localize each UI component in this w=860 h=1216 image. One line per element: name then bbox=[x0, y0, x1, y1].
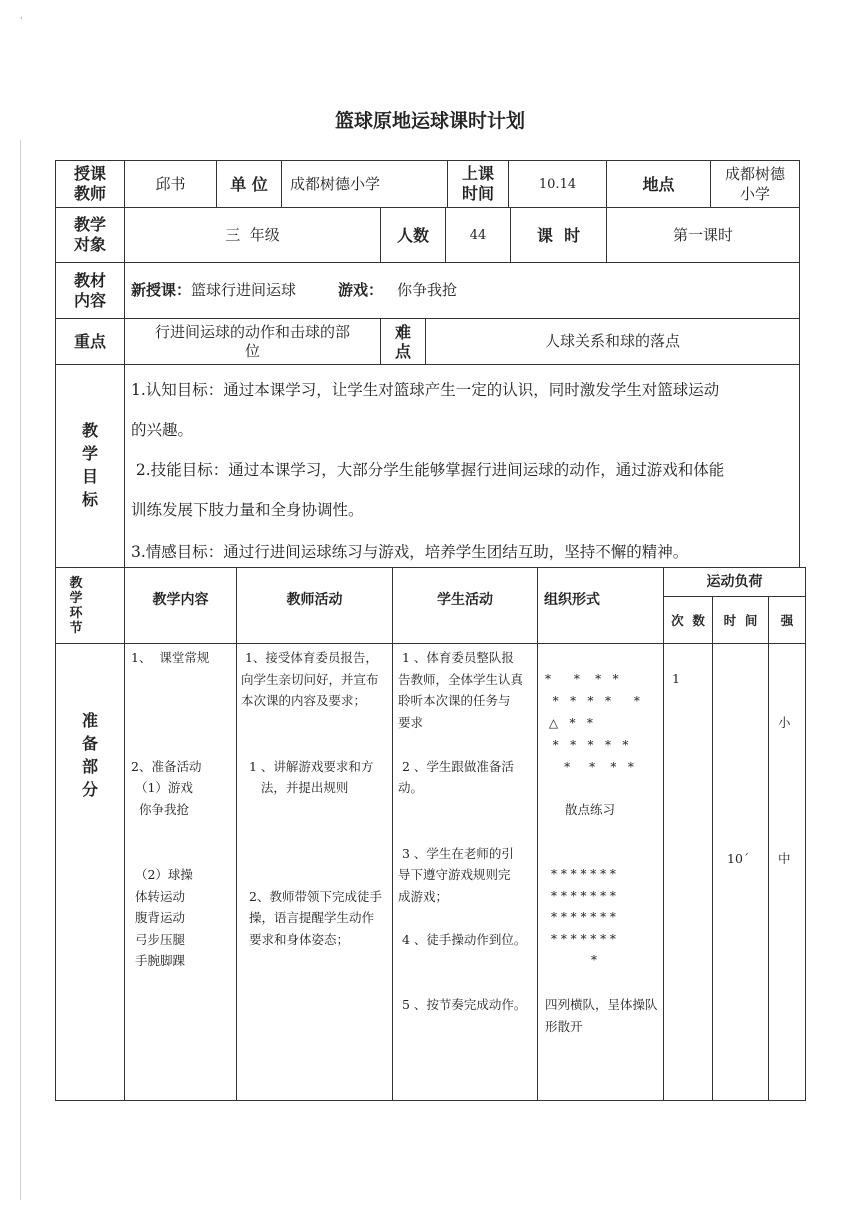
formation-row: * * * * * * * bbox=[551, 867, 616, 881]
place-value: 成都树德 小学 bbox=[724, 165, 785, 203]
student-line: 聆听本次课的任务与 bbox=[398, 693, 511, 708]
col-content-header: 教学内容 bbox=[152, 592, 209, 608]
col-stage-header: 教 学 环 节 bbox=[69, 575, 83, 636]
teacher-line: 法，并提出规则 bbox=[241, 780, 349, 795]
formation-row: * bbox=[591, 953, 597, 967]
teacher-line: 操，语言提醒学生动作 bbox=[249, 910, 375, 925]
load-duration: 10´ bbox=[727, 851, 750, 866]
goal-line-2: 的兴趣。 bbox=[131, 421, 194, 439]
student-line: 4 、徒手操动作到位。 bbox=[398, 932, 527, 947]
page-title: 篮球原地运球课时计划 bbox=[334, 110, 525, 132]
content-item: 1、 课堂常规 bbox=[131, 650, 210, 665]
content-item: 2、准备活动 bbox=[131, 759, 202, 774]
formation-label-lines: 四列横队，呈体操队 形散开 bbox=[545, 997, 658, 1034]
col-student-header: 学生活动 bbox=[437, 592, 493, 608]
load-intensity-mid: 中 bbox=[778, 851, 791, 866]
student-line: 动。 bbox=[398, 780, 424, 795]
student-line: 1 、体育委员整队报 bbox=[398, 650, 514, 665]
student-line: 告教师，全体学生认真 bbox=[398, 672, 524, 687]
key-label: 重点 bbox=[73, 332, 106, 351]
material-content bbox=[131, 263, 791, 318]
formation-row: * * * * * * * bbox=[551, 889, 616, 903]
new-lesson-value: 篮球行进间运球 bbox=[191, 281, 297, 299]
period-value: 第一课时 bbox=[672, 225, 733, 244]
col-time-header: 时 间 bbox=[723, 612, 758, 628]
formation-row: △ * * bbox=[545, 716, 593, 730]
teacher-line: 要求和身体姿态； bbox=[249, 932, 350, 947]
load-intensity-low: 小 bbox=[778, 715, 791, 730]
content-item: 你争我抢 bbox=[131, 802, 189, 817]
load-times: 1 bbox=[672, 671, 680, 686]
material-label: 教材 内容 bbox=[73, 270, 106, 310]
content-item: 腹背运动 bbox=[131, 910, 185, 925]
student-line: 2 、学生跟做准备活 bbox=[398, 759, 514, 774]
teacher-line: 1、接受体育委员报告， bbox=[241, 650, 378, 665]
count-value: 44 bbox=[469, 227, 487, 243]
formation-row: * * * * bbox=[545, 672, 619, 686]
col-org-header: 组织形式 bbox=[544, 592, 600, 608]
unit-value: 成都树德小学 bbox=[290, 174, 381, 193]
teacher-line: 1 、讲解游戏要求和方 bbox=[241, 759, 374, 774]
difficulty-value: 人球关系和球的落点 bbox=[544, 332, 680, 350]
teacher-line: 2、教师带领下完成徒手 bbox=[249, 889, 382, 904]
time-label: 上课 时间 bbox=[461, 164, 494, 203]
teacher-line: 向学生亲切问好，并宣布 bbox=[241, 672, 379, 687]
corner-mark: · bbox=[20, 14, 23, 24]
period-label: 课 时 bbox=[536, 225, 581, 245]
game-label: 游戏： bbox=[338, 281, 384, 299]
goal-line-1: 1.认知目标：通过本课学习，让学生对篮球产生一定的认识，同时激发学生对篮球运动 bbox=[131, 381, 720, 399]
goal-line-3: 2.技能目标：通过本课学习，大部分学生能够掌握行进间运球的动作，通过游戏和体能 bbox=[131, 461, 725, 479]
col-load-header: 运动负荷 bbox=[706, 573, 763, 590]
teacher-label: 授课 教师 bbox=[73, 164, 106, 203]
teacher-value: 邱书 bbox=[155, 174, 186, 193]
goal-line-4: 训练发展下肢力量和全身协调性。 bbox=[131, 501, 364, 519]
unit-label: 单 位 bbox=[230, 174, 268, 194]
formation-row: * * * * * bbox=[545, 694, 640, 708]
content-item: 体转运动 bbox=[131, 889, 185, 904]
student-line: 要求 bbox=[398, 715, 424, 730]
game-value: 你争我抢 bbox=[397, 281, 458, 299]
key-value: 行进间运球的动作和击球的部 位 bbox=[154, 322, 350, 360]
page-margin-line bbox=[20, 140, 21, 1200]
time-value: 10.14 bbox=[538, 176, 577, 192]
formation-row: * * * * * bbox=[545, 738, 629, 752]
col-intensity-header: 强 bbox=[780, 612, 794, 628]
prep-stage-label: 准 备 部 分 bbox=[81, 711, 98, 799]
student-line: 3 、学生在老师的引 bbox=[398, 846, 514, 861]
new-lesson-label: 新授课： bbox=[131, 281, 192, 299]
content-item: （2）球操 bbox=[131, 867, 193, 882]
content-item: （1）游戏 bbox=[131, 780, 193, 795]
formation-label-scatter: 散点练习 bbox=[565, 802, 616, 817]
goal-line-5: 3.情感目标：通过行进间运球练习与游戏，培养学生团结互助，坚持不懈的精神。 bbox=[131, 543, 689, 561]
student-line: 5 、按节奏完成动作。 bbox=[398, 997, 527, 1012]
formation-row: * * * * bbox=[545, 760, 634, 774]
goals-label: 教 学 目 标 bbox=[81, 421, 98, 509]
count-label: 人数 bbox=[396, 225, 429, 245]
content-item: 弓步压腿 bbox=[131, 932, 185, 947]
target-label: 教学 对象 bbox=[73, 215, 106, 254]
content-item: 手腕脚踝 bbox=[131, 953, 185, 968]
student-line: 导下遵守游戏规则完 bbox=[398, 867, 511, 882]
teacher-line: 本次课的内容及要求； bbox=[241, 693, 367, 708]
target-value: 三 年级 bbox=[225, 225, 280, 244]
col-times-header: 次 数 bbox=[671, 612, 705, 628]
formation-row: * * * * * * * bbox=[551, 932, 616, 946]
difficulty-label: 难 点 bbox=[394, 322, 411, 361]
col-teacher-header: 教师活动 bbox=[286, 592, 343, 608]
formation-row: * * * * * * * bbox=[551, 910, 616, 924]
place-label: 地点 bbox=[642, 174, 675, 194]
student-line: 成游戏； bbox=[398, 889, 449, 904]
